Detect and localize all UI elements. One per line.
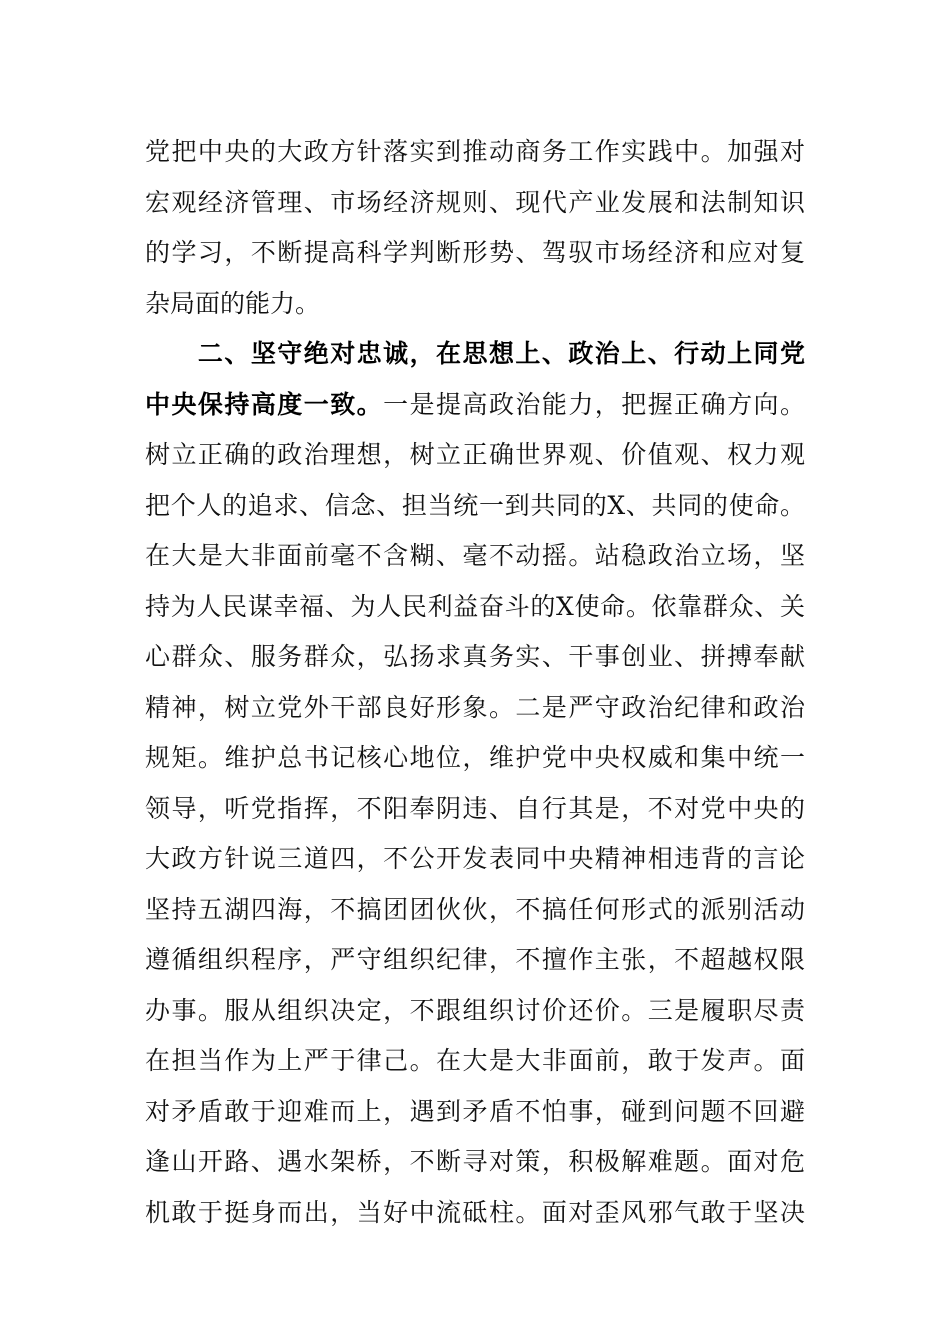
text-line: 的学习，不断提高科学判断形势、驾驭市场经济和应对复 xyxy=(145,238,805,267)
text-line: 持为人民谋幸福、为人民利益奋斗的X使命。依靠群众、关 xyxy=(145,591,805,621)
text-line-rest: 一是提高政治能力，把握正确方向。 xyxy=(383,389,805,419)
text-line: 在大是大非面前毫不含糊、毫不动摇。站稳政治立场，坚 xyxy=(145,541,805,570)
text-line: 大政方针说三道四，不公开发表同中央精神相违背的言论 xyxy=(145,844,805,873)
section-heading-end: 中央保持高度一致。 xyxy=(145,389,384,419)
text-line: 办事。服从组织决定，不跟组织讨价还价。三是履职尽责 xyxy=(145,995,805,1025)
text-line: 杂局面的能力。 xyxy=(145,288,321,318)
text-line: 遵循组织程序，严守组织纪律，不擅作主张，不超越权限 xyxy=(145,945,805,974)
section-heading-line: 二、坚守绝对忠诚，在思想上、政治上、行动上同党 xyxy=(145,339,805,368)
text-line: 在担当作为上严于律己。在大是大非面前，敢于发声。面 xyxy=(145,1046,805,1075)
text-line: 党把中央的大政方针落实到推动商务工作实践中。加强对 xyxy=(145,137,805,166)
text-line: 精神，树立党外干部良好形象。二是严守政治纪律和政治 xyxy=(145,692,805,722)
text-line: 坚持五湖四海，不搞团团伙伙，不搞任何形式的派别活动 xyxy=(145,894,805,924)
text-line: 心群众、服务群众，弘扬求真务实、干事创业、拼搏奉献 xyxy=(145,642,805,671)
text-line: 领导，听党指挥，不阳奉阴违、自行其是，不对党中央的 xyxy=(145,793,805,823)
text-line: 逢山开路、遇水架桥，不断寻对策，积极解难题。面对危 xyxy=(145,1147,805,1176)
paragraph-1 xyxy=(145,127,805,329)
text-line: 机敢于挺身而出，当好中流砥柱。面对歪风邪气敢于坚决 xyxy=(145,1197,805,1227)
text-line: 规矩。维护总书记核心地位，维护党中央权威和集中统一 xyxy=(145,743,805,772)
paragraph-2 xyxy=(145,329,805,1238)
text-line: 宏观经济管理、市场经济规则、现代产业发展和法制知识 xyxy=(145,187,805,217)
text-line: 对矛盾敢于迎难而上，遇到矛盾不怕事，碰到问题不回避 xyxy=(145,1096,805,1126)
text-line: 树立正确的政治理想，树立正确世界观、价值观、权力观 xyxy=(145,440,805,469)
text-line xyxy=(145,380,805,431)
document-body xyxy=(145,127,805,1238)
text-line: 把个人的追求、信念、担当统一到共同的X、共同的使命。 xyxy=(145,490,805,520)
